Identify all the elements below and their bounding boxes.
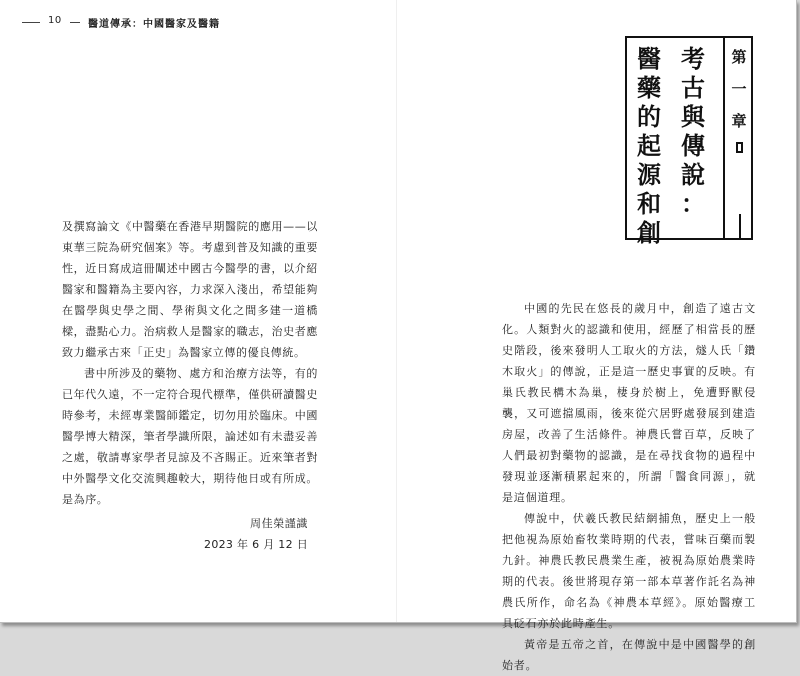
- chapter-title-line-1: [681, 44, 705, 218]
- title-char: 創: [637, 218, 661, 247]
- title-char: 源: [637, 160, 661, 189]
- chapter-label-char: 第: [731, 48, 747, 66]
- right-paragraph-3: 黃帝是五帝之首，在傳說中是中國醫學的創始者。: [502, 638, 756, 672]
- title-char: 考: [681, 44, 705, 73]
- chapter-label: [725, 44, 753, 153]
- page-number: 10: [48, 15, 62, 26]
- header-rule: [22, 22, 40, 23]
- title-char: 和: [637, 189, 661, 218]
- right-page-body: [502, 298, 756, 676]
- title-char: 的: [637, 102, 661, 131]
- title-char: 與: [681, 102, 705, 131]
- right-paragraph-1: 中國的先民在悠長的歲月中，創造了遠古文化。人類對火的認識和使用，經歷了相當長的歷史階段，後來發明人工取火的方法，燧人氏「鑽木取火」的傳說，正是這一歷史事實的反映。有巢氏教民構木為巢，棲身於樹上，免遭野獸侵襲，又可遮擋風雨，後來從穴居野處發展到建造房屋，改善了生活條件。神農氏嘗百草，反映了人們最初對藥物的認識，是在尋找食物的過程中發現並逐漸積累起來的，所謂「醫食同源」，就是這個道理。: [502, 302, 756, 504]
- running-title: 醫道傳承：中國醫家及醫籍: [88, 19, 220, 30]
- right-paragraph-2: 傳說中，伏羲氏教民結網捕魚，歷史上一般把他視為原始畜牧業時期的代表，嘗味百藥而製九針。神農氏教民農業生產，被視為原始農業時期的代表。後世將現存第一部本草著作託名為神農氏所作，命名為《神農本草經》。原始醫療工具砭石亦於此時產生。: [502, 512, 756, 630]
- preface-date: 2023 年 6 月 12 日: [204, 538, 308, 551]
- left-page-body: [62, 216, 318, 510]
- gutter-divider: [396, 0, 397, 622]
- title-char: 傳: [681, 131, 705, 160]
- header-dash: [70, 22, 80, 23]
- title-char: 起: [637, 131, 661, 160]
- chapter-label-char: 一: [731, 80, 747, 98]
- title-char: ：: [681, 189, 705, 218]
- title-char: 藥: [637, 73, 661, 102]
- chapter-marker-bar: [739, 214, 741, 238]
- title-char: 醫: [637, 44, 661, 73]
- left-paragraph-1: 及撰寫論文《中醫藥在香港早期醫院的應用——以東華三院為研究個案》等。考慮到普及知識的重要性，近日寫成這冊闡述中國古今醫學的書，以介紹醫家和醫籍為主要內容，力求深入淺出，希望能夠在醫學與史學之間、學術與文化之間多建一道橋樑，盡點心力。治病救人是醫家的職志，治史者應致力繼承古來「正史」為醫家立傳的優良傳統。: [62, 220, 318, 359]
- title-char: 說: [681, 160, 705, 189]
- author-signature: 周佳榮謹識: [250, 517, 308, 530]
- chapter-label-char: 章: [731, 112, 747, 130]
- chapter-marker-icon: [736, 142, 743, 153]
- chapter-title-box: [625, 36, 753, 247]
- chapter-title-line-2: [637, 44, 661, 247]
- left-paragraph-2: 書中所涉及的藥物、處方和治療方法等，有的已年代久遠，不一定符合現代標準，僅供研讀醫史時參考，未經專業醫師鑑定，切勿用於臨床。中國醫學博大精深，筆者學識所限，論述如有未盡妥善之處，敬請專家學者見諒及不吝賜正。近來筆者對中外醫學文化交流興趣較大，期待他日或有所成。是為序。: [62, 367, 318, 506]
- title-char: 古: [681, 73, 705, 102]
